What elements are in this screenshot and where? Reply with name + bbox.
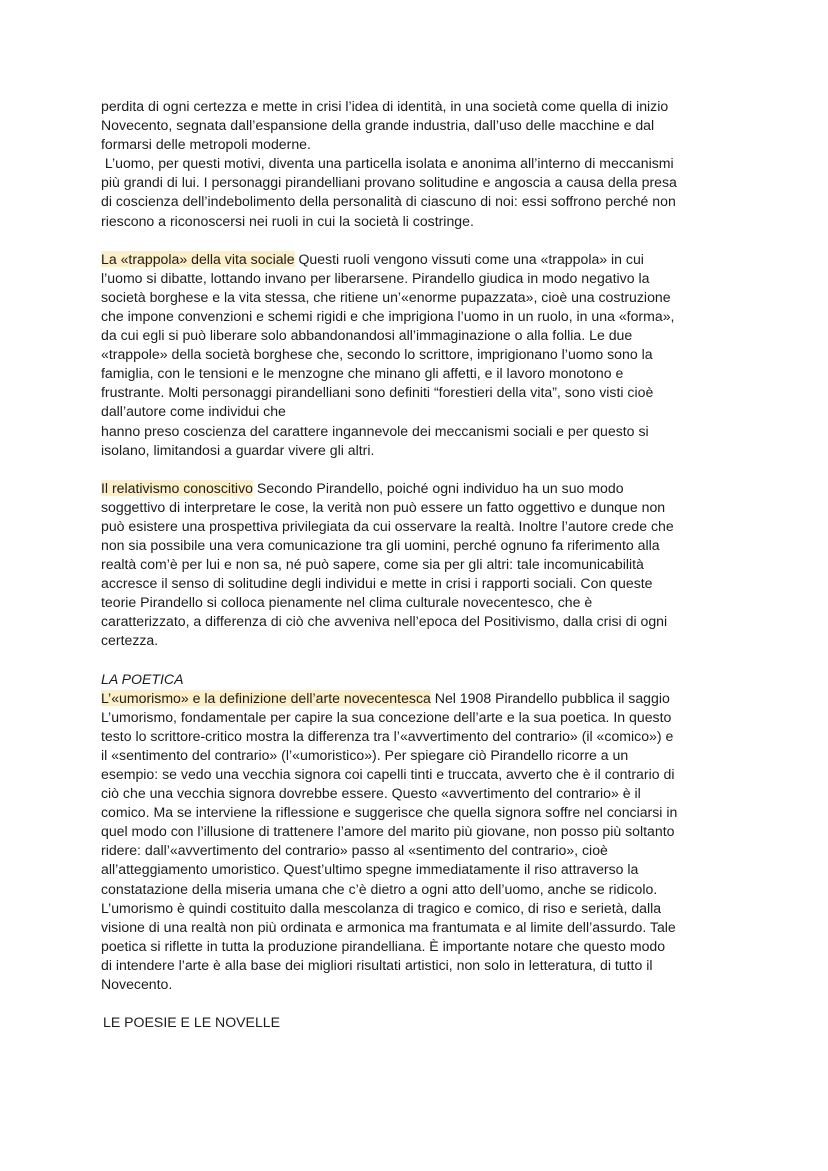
paragraph-gap	[101, 651, 741, 670]
text-line: poetica si riflette in tutta la produzione pirandelliana. È importante notare che questo modo	[101, 937, 666, 954]
highlighted-heading: L’«umorismo» e la definizione dell’arte novecentesca	[101, 689, 431, 706]
text-line: dall’autore come individui che	[101, 403, 286, 420]
text-run: Questi ruoli vengono vissuti come una «trappola» in cui	[294, 250, 644, 267]
text-line: L’umorismo è quindi costituito dalla mescolanza di tragico e comico, di riso e serietà, dalla	[101, 899, 662, 916]
highlighted-heading: La «trappola» della vita sociale	[101, 250, 295, 267]
intro-paragraph	[101, 97, 741, 231]
trappola-paragraph	[101, 250, 741, 460]
text-line: famiglia, con le tensioni e le menzogne che minano gli affetti, e il lavoro monotono e	[101, 365, 624, 382]
text-run: Secondo Pirandello, poiché ogni individuo ha un suo modo	[252, 479, 624, 496]
text-line	[101, 689, 741, 708]
text-line: ciò che una vecchia signora dovrebbe essere. Questo «avvertimento del contrario» è il	[101, 785, 641, 802]
text-line: testo lo scrittore-critico mostra la differenza tra l’«avvertimento del contrario» (il «comico») e	[101, 727, 674, 744]
text-line: all’atteggiamento umoristico. Quest’ultimo spegne immediatamente il riso attraverso la	[101, 861, 639, 878]
text-line	[101, 479, 741, 498]
text-line: quel modo con l’illusione di trattenere l’amore del marito più giovane, non posso più soltanto	[101, 823, 675, 840]
paragraph-gap	[101, 994, 741, 1013]
document-page	[101, 97, 741, 1032]
relativismo-paragraph	[101, 479, 741, 651]
text-line: caratterizzato, a differenza di ciò che avveniva nell’epoca del Positivismo, dalla crisi di ogni	[101, 613, 668, 630]
text-line: di coscienza dell’indebolimento della personalità di ciascuno di noi: essi soffrono perché non	[101, 193, 676, 210]
text-line: Novecento.	[101, 976, 173, 993]
text-line: constatazione della miseria umana che c’è dietro a ogni atto dell’uomo, anche se ridicolo.	[101, 880, 658, 897]
text-line: «trappole» della società borghese che, secondo lo scrittore, imprigionano l’uomo sono la	[101, 346, 653, 363]
text-line: frustrante. Molti personaggi pirandelliani sono definiti “forestieri della vita”, sono visti cioè	[101, 384, 654, 401]
text-line: soggettivo di interpretare le cose, la verità non può essere un fatto oggettivo e dunque non	[101, 498, 666, 515]
text-line: accresce il senso di solitudine degli individui e mette in crisi i rapporti sociali. Con queste	[101, 575, 653, 592]
text-line: formarsi delle metropoli moderne.	[101, 136, 311, 153]
text-line: Novecento, segnata dall’espansione della grande industria, dall’uso delle macchine e dal	[101, 117, 655, 134]
text-line: più grandi di lui. I personaggi pirandelliani provano solitudine e angoscia a causa della presa	[101, 174, 677, 191]
text-line: comico. Ma se interviene la riflessione e suggerisce che quella signora soffre nel conciarsi in	[101, 804, 678, 821]
text-line: il «sentimento del contrario» (l’«umoristico»). Per spiegare ciò Pirandello ricorre a un	[101, 746, 629, 763]
paragraph-gap	[101, 231, 741, 250]
poetica-section	[101, 670, 741, 995]
text-line: certezza.	[101, 632, 159, 649]
text-line: L’uomo, per questi motivi, diventa una particella isolata e anonima all’interno di meccanismi	[101, 155, 674, 172]
text-line: esempio: se vedo una vecchia signora coi capelli tinti e truccata, avverto che è il contrario di	[101, 766, 675, 782]
section-title: LE POESIE E LE NOVELLE	[103, 1014, 281, 1031]
paragraph-gap	[101, 460, 741, 479]
highlighted-heading: Il relativismo conoscitivo	[101, 479, 253, 496]
section-title: LA POETICA	[101, 670, 184, 687]
text-line: isolano, limitandosi a guardar vivere gli altri.	[101, 441, 375, 458]
text-line: l’uomo si dibatte, lottando invano per liberarsene. Pirandello giudica in modo negativo la	[101, 269, 650, 286]
text-line: perdita di ogni certezza e mette in crisi l’idea di identità, in una società come quella di inizio	[101, 98, 669, 114]
text-line: visione di una realtà non più ordinata e armonica ma frantumata e al limite dell’assurdo. Tale	[101, 918, 676, 935]
text-line: da cui egli si può liberare solo abbandonandosi all’immaginazione o alla follia. Le due	[101, 327, 633, 344]
text-line: può esistere una prospettiva privilegiata da cui osservare la realtà. Inoltre l’autore crede che	[101, 517, 674, 534]
text-line: riescono a riconoscersi nei ruoli in cui la società li costringe.	[101, 212, 474, 229]
text-run: Nel 1908 Pirandello pubblica il saggio	[430, 689, 670, 706]
text-line: ridere: dall’«avvertimento del contrario» passo al «sentimento del contrario», cioè	[101, 842, 608, 859]
text-line: teorie Pirandello si colloca pienamente nel clima culturale novecentesco, che è	[101, 594, 593, 611]
text-line: non sia possibile una vera comunicazione tra gli uomini, perché ognuno fa riferimento alla	[101, 536, 660, 553]
text-line: L’umorismo, fondamentale per capire la sua concezione dell’arte e la sua poetica. In questo	[101, 708, 672, 725]
text-line: hanno preso coscienza del carattere ingannevole dei meccanismi sociali e per questo si	[101, 422, 649, 439]
text-line: che impone convenzioni e schemi rigidi e che imprigiona l’uomo in un ruolo, in una «forma»,	[101, 307, 675, 324]
text-line: società borghese e la vita stessa, che ritiene un’«enorme pupazzata», cioè una costruzione	[101, 288, 671, 305]
text-line	[101, 250, 741, 269]
text-line: di intendere l’arte è alla base dei migliori risultati artistici, non solo in letteratura, di tutto il	[101, 956, 653, 973]
text-line: realtà com’è per lui e non sa, né può sapere, come sia per gli altri: tale incomunicabilità	[101, 556, 644, 573]
